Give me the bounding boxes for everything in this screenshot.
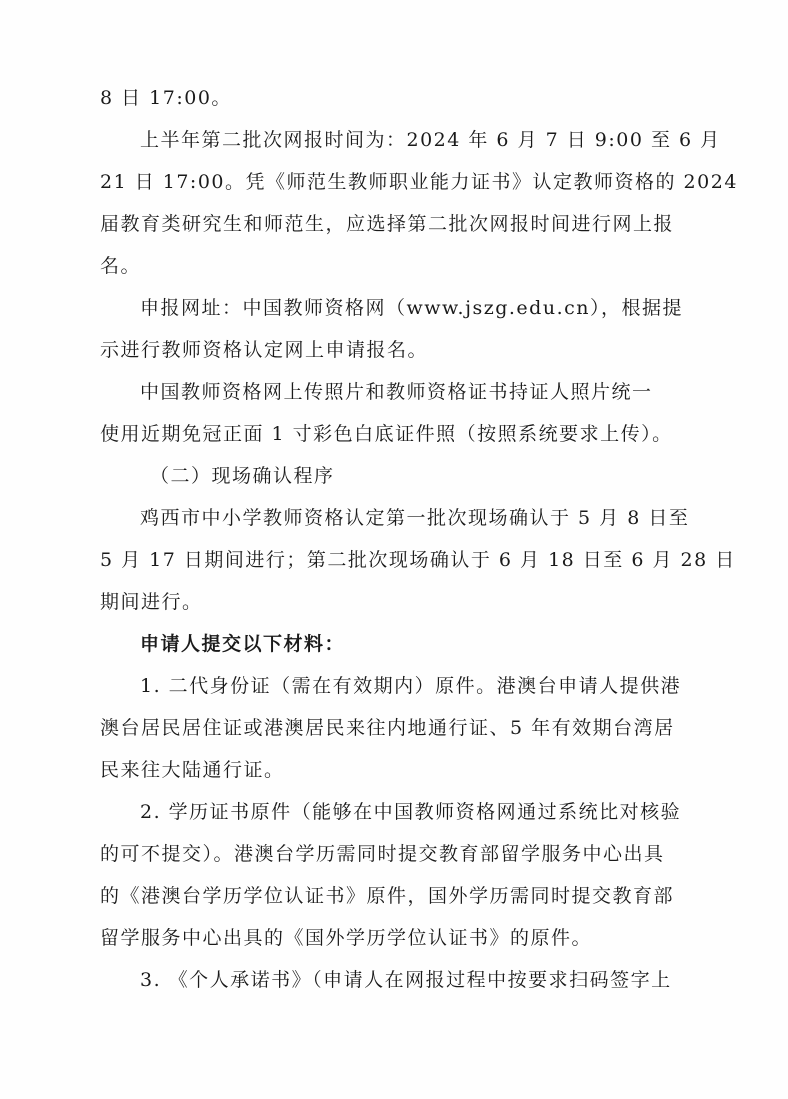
section-heading: （二）现场确认程序 xyxy=(150,465,335,487)
materials-heading: 申请人提交以下材料： xyxy=(140,633,346,655)
text-line-16: 澳台居民居住证或港澳居民来往内地通行证、5 年有效期台湾居 xyxy=(100,717,675,739)
text-line-2: 上半年第二批次网报时间为：2024 年 6 月 7 日 9:00 至 6 月 xyxy=(140,129,721,151)
text-line-8: 中国教师资格网上传照片和教师资格证书持证人照片统一 xyxy=(140,381,653,403)
text-line-15: 1. 二代身份证（需在有效期内）原件。港澳台申请人提供港 xyxy=(140,675,682,697)
text-line-5: 名。 xyxy=(100,255,142,277)
text-line-13: 期间进行。 xyxy=(100,591,203,613)
text-line-1: 8 日 17:00。 xyxy=(100,87,232,109)
text-line-4: 届教育类研究生和师范生，应选择第二批次网报时间进行网上报 xyxy=(100,213,675,235)
text-line-3: 21 日 17:00。凭《师范生教师职业能力证书》认定教师资格的 2024 xyxy=(100,171,738,193)
text-line-18: 2. 学历证书原件（能够在中国教师资格网通过系统比对核验 xyxy=(140,801,682,823)
text-line-12: 5 月 17 日期间进行；第二批次现场确认于 6 月 18 日至 6 月 28 日 xyxy=(100,549,736,571)
text-line-20: 的《港澳台学历学位认证书》原件，国外学历需同时提交教育部 xyxy=(100,885,675,907)
text-line-7: 示进行教师资格认定网上申请报名。 xyxy=(100,339,429,361)
text-line-22: 3. 《个人承诺书》（申请人在网报过程中按要求扫码签字上 xyxy=(140,969,672,991)
text-line-11: 鸡西市中小学教师资格认定第一批次现场确认于 5 月 8 日至 xyxy=(140,507,690,529)
text-line-9: 使用近期免冠正面 1 寸彩色白底证件照（按照系统要求上传）。 xyxy=(100,423,673,445)
text-line-21: 留学服务中心出具的《国外学历学位认证书》的原件。 xyxy=(100,927,593,949)
text-line-17: 民来往大陆通行证。 xyxy=(100,759,285,781)
text-line-19: 的可不提交）。港澳台学历需同时提交教育部留学服务中心出具 xyxy=(100,843,665,865)
text-line-6: 申报网址：中国教师资格网（www.jszg.edu.cn），根据提 xyxy=(140,297,683,319)
